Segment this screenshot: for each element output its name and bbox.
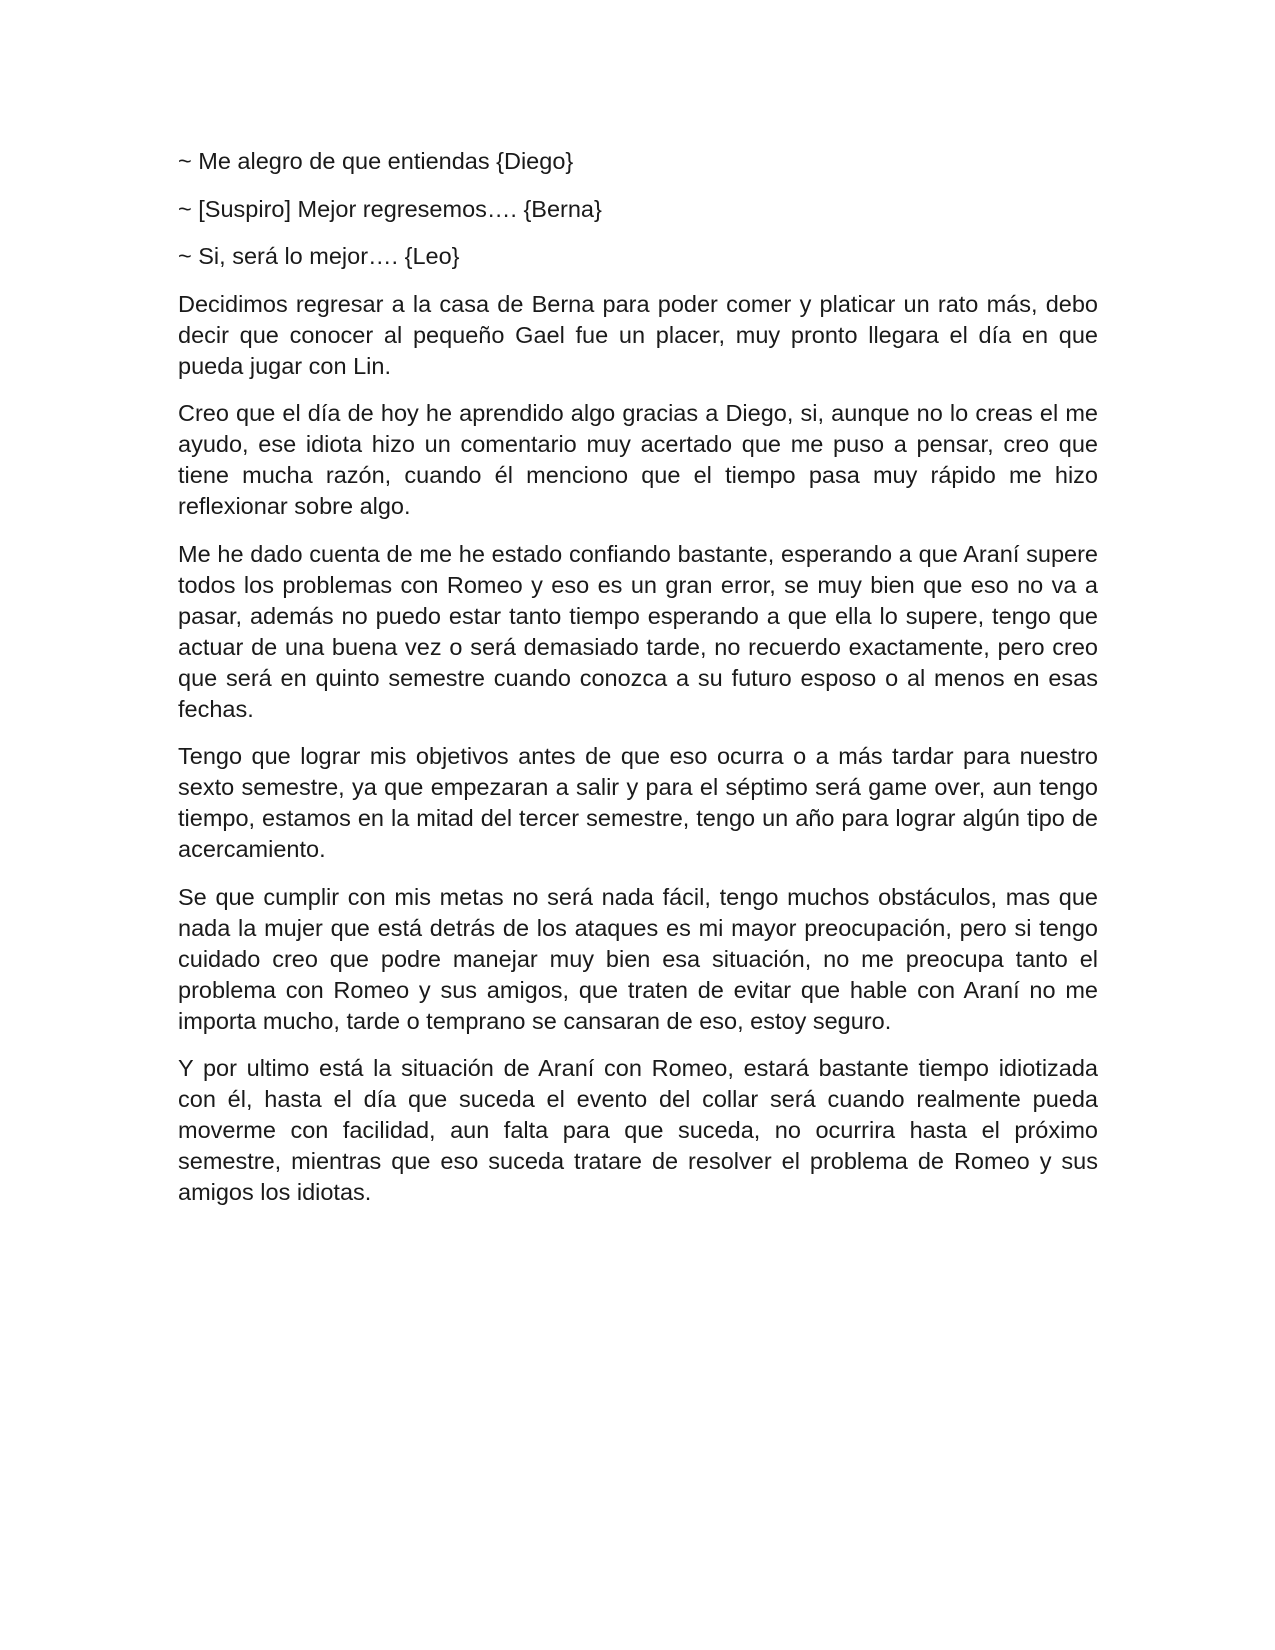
dialogue-line-leo: ~ Si, será lo mejor…. {Leo} — [178, 243, 460, 269]
dialogue-line-berna: ~ [Suspiro] Mejor regresemos…. {Berna} — [178, 195, 602, 222]
paragraph-situation-arani: Y por ultimo está la situación de Araní con Romeo, estará bastante tiempo idiotizada con él, hasta el día que suceda el evento del collar será cuando realmente pueda moverme con facilidad, aun falta para que suceda, no ocurrira hasta el próximo semestre, mientras que eso suceda tratare de resolver el problema de Romeo y sus amigos los idiotas. — [178, 1055, 1098, 1205]
paragraph-objectives: Tengo que lograr mis objetivos antes de que eso ocurra o a más tardar para nuestro sexto semestre, ya que empezaran a salir y para el séptimo será game over, aun tengo tiempo, estamos en la mitad del tercer semestre, tengo un año para lograr algún tipo de acercamiento. — [178, 743, 1098, 862]
document-body — [178, 146, 1098, 1225]
paragraph-lesson-from-diego: Creo que el día de hoy he aprendido algo gracias a Diego, si, aunque no lo creas el me ayudo, ese idiota hizo un comentario muy acertado que me puso a pensar, creo que tiene mucha razón, cuando él menciono que el tiempo pasa muy rápido me hizo reflexionar sobre algo. — [178, 400, 1098, 519]
paragraph-return-home: Decidimos regresar a la casa de Berna para poder comer y platicar un rato más, debo decir que conocer al pequeño Gael fue un placer, muy pronto llegara el día en que pueda jugar con Lin. — [178, 290, 1098, 379]
dialogue-line-diego: ~ Me alegro de que entiendas {Diego} — [178, 148, 574, 174]
paragraph-realization: Me he dado cuenta de me he estado confiando bastante, esperando a que Araní supere todos los problemas con Romeo y eso es un gran error, se muy bien que eso no va a pasar, además no puedo estar tanto tiempo esperando a que ella lo supere, tengo que actuar de una buena vez o será demasiado tarde, no recuerdo exactamente, pero creo que será en quinto semestre cuando conozca a su futuro esposo o al menos en esas fechas. — [178, 540, 1098, 722]
paragraph-obstacles: Se que cumplir con mis metas no será nada fácil, tengo muchos obstáculos, mas que nada la mujer que está detrás de los ataques es mi mayor preocupación, pero si tengo cuidado creo que podre manejar muy bien esa situación, no me preocupa tanto el problema con Romeo y sus amigos, que traten de evitar que hable con Araní no me importa mucho, tarde o temprano se cansaran de eso, estoy seguro. — [178, 883, 1098, 1034]
